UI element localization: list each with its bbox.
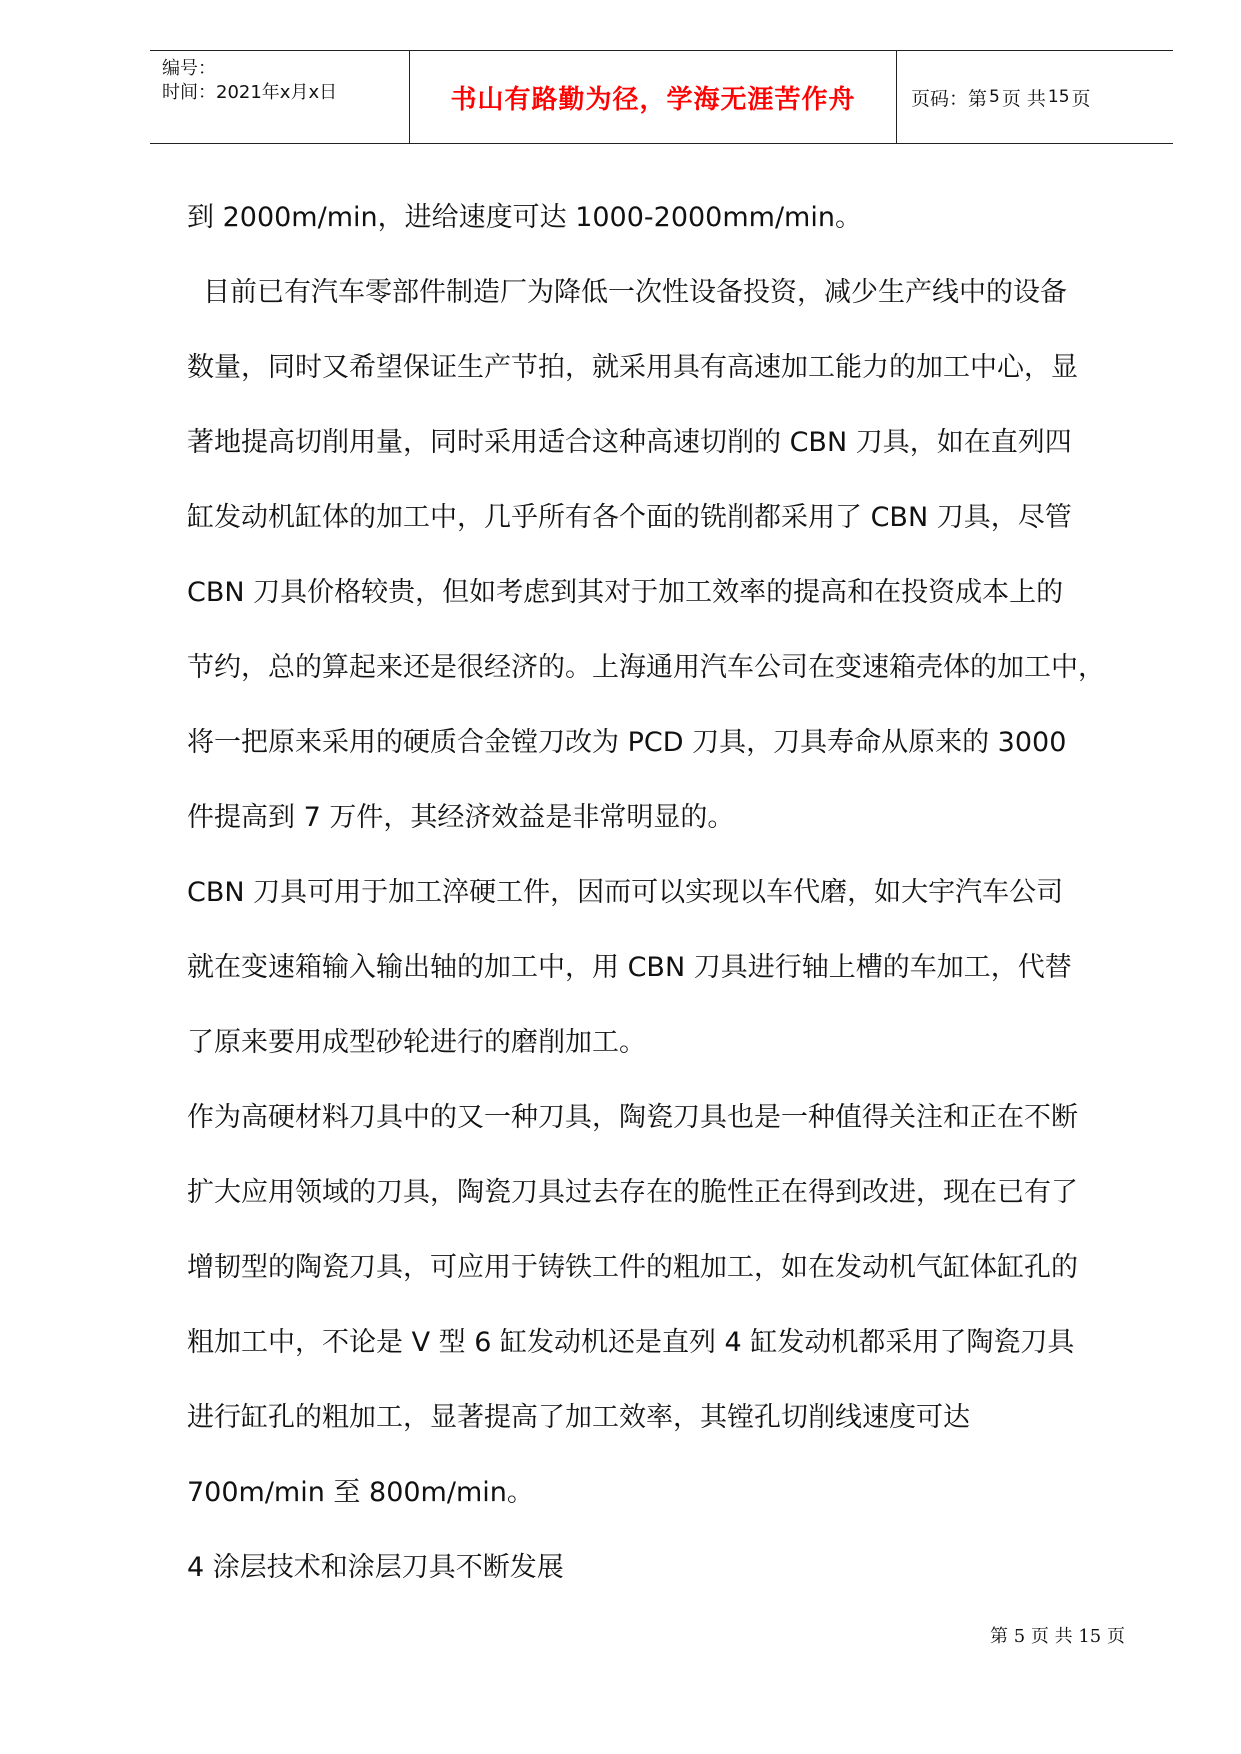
header-page-cell	[897, 51, 1173, 143]
body-line: 进行缸孔的粗加工，显著提高了加工效率，其镗孔切削线速度可达	[187, 1402, 970, 1433]
body-line: 目前已有汽车零部件制造厂为降低一次性设备投资，减少生产线中的设备	[203, 277, 1067, 308]
body-line: 增韧型的陶瓷刀具，可应用于铸铁工件的粗加工，如在发动机气缸体缸孔的	[187, 1252, 1078, 1283]
page-footer: 第 5 页 共 15 页	[990, 1626, 1125, 1647]
page-mid: 页 共	[1001, 87, 1046, 110]
body-line: 了原来要用成型砂轮进行的磨削加工。	[187, 1027, 646, 1058]
body-line: 作为高硬材料刀具中的又一种刀具，陶瓷刀具也是一种值得关注和正在不断	[187, 1102, 1078, 1133]
body-line: 700m/min 至 800m/min。	[187, 1477, 534, 1508]
page-current: 5	[989, 87, 1000, 107]
document-body	[187, 180, 1147, 1605]
header-motto: 书山有路勤为径，学海无涯苦作舟	[450, 84, 856, 115]
document-code-label: 编号：	[162, 58, 216, 79]
header-motto-cell	[410, 51, 897, 143]
body-line: 将一把原来采用的硬质合金镗刀改为 PCD 刀具，刀具寿命从原来的 3000	[187, 727, 1067, 758]
page-total: 15	[1047, 87, 1070, 107]
body-line: 到 2000m/min，进给速度可达 1000-2000mm/min。	[187, 202, 862, 233]
document-time-label: 时间：2021年x月x日	[162, 82, 338, 103]
body-line: 节约，总的算起来还是很经济的。上海通用汽车公司在变速箱壳体的加工中，	[187, 652, 1105, 683]
body-line: CBN 刀具价格较贵，但如考虑到其对于加工效率的提高和在投资成本上的	[187, 577, 1064, 608]
body-line: 扩大应用领域的刀具，陶瓷刀具过去存在的脆性正在得到改进，现在已有了	[187, 1177, 1078, 1208]
page-end: 页	[1071, 87, 1091, 110]
page-header	[150, 50, 1173, 144]
section-heading: 4 涂层技术和涂层刀具不断发展	[187, 1552, 564, 1583]
body-line: 就在变速箱输入输出轴的加工中，用 CBN 刀具进行轴上槽的车加工，代替	[187, 952, 1072, 983]
body-line: CBN 刀具可用于加工淬硬工件，因而可以实现以车代磨，如大宇汽车公司	[187, 877, 1064, 908]
body-line: 著地提高切削用量，同时采用适合这种高速切削的 CBN 刀具，如在直列四	[187, 427, 1072, 458]
header-meta-cell	[150, 51, 410, 143]
page-label: 页码：第	[911, 87, 988, 110]
body-line: 件提高到 7 万件，其经济效益是非常明显的。	[187, 802, 735, 833]
body-line: 粗加工中，不论是 V 型 6 缸发动机还是直列 4 缸发动机都采用了陶瓷刀具	[187, 1327, 1075, 1358]
body-line: 数量，同时又希望保证生产节拍，就采用具有高速加工能力的加工中心，显	[187, 352, 1078, 383]
body-line: 缸发动机缸体的加工中，几乎所有各个面的铣削都采用了 CBN 刀具，尽管	[187, 502, 1072, 533]
